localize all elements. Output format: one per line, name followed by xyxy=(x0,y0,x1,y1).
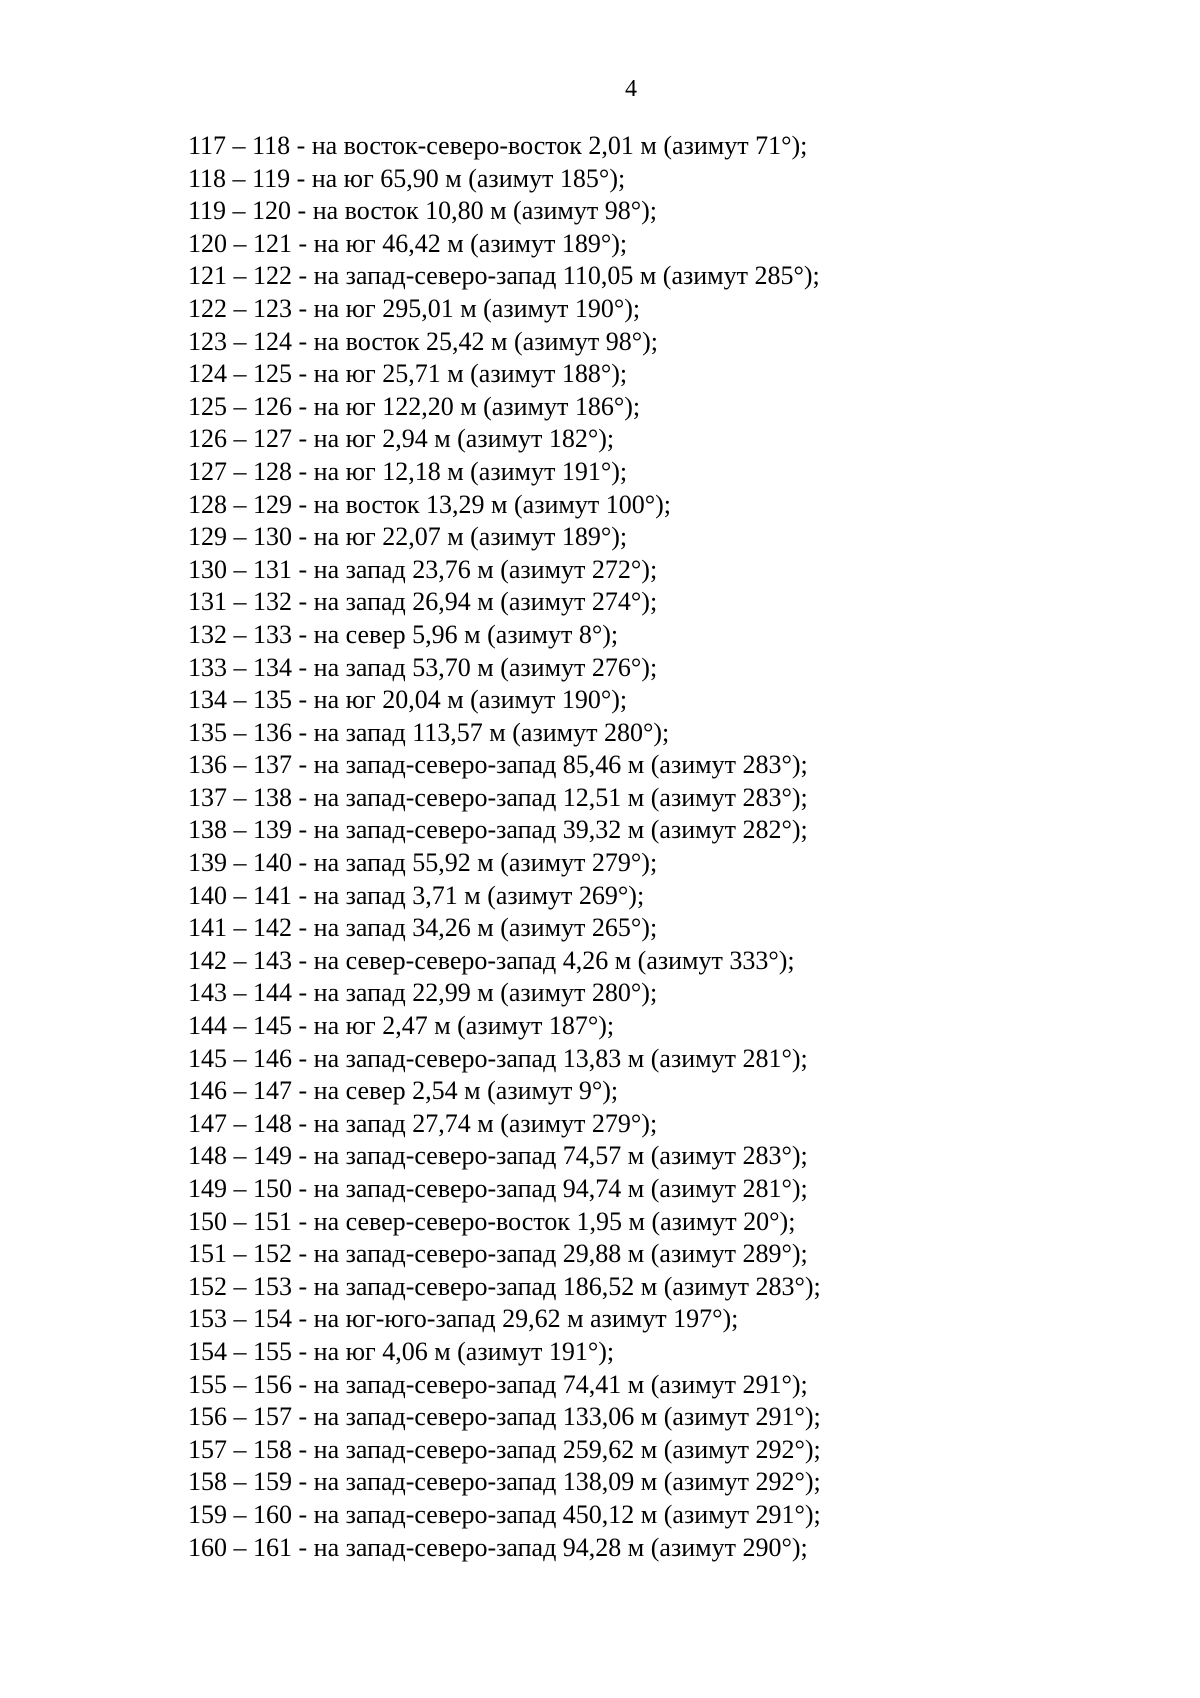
boundary-segment-line: 128 – 129 - на восток 13,29 м (азимут 100°); xyxy=(188,489,671,519)
boundary-segment-line: 139 – 140 - на запад 55,92 м (азимут 279°); xyxy=(188,848,658,878)
boundary-segment-line: 137 – 138 - на запад-северо-запад 12,51 м (азимут 283°); xyxy=(188,782,808,812)
boundary-segment-line: 135 – 136 - на запад 113,57 м (азимут 280°); xyxy=(188,717,670,747)
boundary-segment-line: 149 – 150 - на запад-северо-запад 94,74 м (азимут 281°); xyxy=(188,1174,808,1203)
boundary-segment-line: 158 – 159 - на запад-северо-запад 138,09 м (азимут 292°); xyxy=(188,1467,821,1497)
boundary-segment-line: 133 – 134 - на запад 53,70 м (азимут 276°); xyxy=(188,652,658,682)
boundary-segment-line: 132 – 133 - на север 5,96 м (азимут 8°); xyxy=(188,619,619,649)
boundary-segment-line: 136 – 137 - на запад-северо-запад 85,46 м (азимут 283°); xyxy=(188,750,808,780)
boundary-segment-line: 152 – 153 - на запад-северо-запад 186,52 м (азимут 283°); xyxy=(188,1271,821,1301)
boundary-segment-line: 142 – 143 - на север-северо-запад 4,26 м (азимут 333°); xyxy=(188,945,795,975)
boundary-segment-line: 125 – 126 - на юг 122,20 м (азимут 186°); xyxy=(188,391,641,421)
boundary-segment-line: 130 – 131 - на запад 23,76 м (азимут 272°); xyxy=(188,554,658,584)
boundary-segment-line: 126 – 127 - на юг 2,94 м (азимут 182°); xyxy=(188,424,615,454)
boundary-segment-line: 153 – 154 - на юг-юго-запад 29,62 м азимут 197°); xyxy=(188,1304,739,1334)
boundary-segment-line: 138 – 139 - на запад-северо-запад 39,32 м (азимут 282°); xyxy=(188,815,808,845)
boundary-segment-line: 121 – 122 - на запад-северо-запад 110,05 м (азимут 285°); xyxy=(188,261,820,291)
boundary-segment-line: 150 – 151 - на север-северо-восток 1,95 м (азимут 20°); xyxy=(188,1206,796,1236)
page-number: 4 xyxy=(625,76,637,102)
boundary-segment-line: 145 – 146 - на запад-северо-запад 13,83 м (азимут 281°); xyxy=(188,1043,808,1073)
boundary-segment-line: 148 – 149 - на запад-северо-запад 74,57 м (азимут 283°); xyxy=(188,1141,808,1171)
boundary-segment-line: 154 – 155 - на юг 4,06 м (азимут 191°); xyxy=(188,1336,615,1366)
boundary-segment-line: 119 – 120 - на восток 10,80 м (азимут 98°); xyxy=(188,196,658,226)
boundary-segment-line: 159 – 160 - на запад-северо-запад 450,12 м (азимут 291°); xyxy=(188,1499,821,1529)
boundary-segment-line: 147 – 148 - на запад 27,74 м (азимут 279°); xyxy=(188,1108,658,1138)
boundary-segment-line: 156 – 157 - на запад-северо-запад 133,06 м (азимут 291°); xyxy=(188,1402,821,1432)
boundary-segment-line: 120 – 121 - на юг 46,42 м (азимут 189°); xyxy=(188,228,628,258)
boundary-segment-line: 155 – 156 - на запад-северо-запад 74,41 м (азимут 291°); xyxy=(188,1369,808,1399)
boundary-segment-line: 144 – 145 - на юг 2,47 м (азимут 187°); xyxy=(188,1011,615,1041)
boundary-segment-line: 146 – 147 - на север 2,54 м (азимут 9°); xyxy=(188,1076,619,1106)
boundary-segment-line: 124 – 125 - на юг 25,71 м (азимут 188°); xyxy=(188,359,628,389)
boundary-segment-line: 122 – 123 - на юг 295,01 м (азимут 190°); xyxy=(188,293,641,323)
boundary-segment-line: 131 – 132 - на запад 26,94 м (азимут 274°); xyxy=(188,587,658,617)
boundary-segment-line: 140 – 141 - на запад 3,71 м (азимут 269°); xyxy=(188,880,645,910)
boundary-segment-line: 134 – 135 - на юг 20,04 м (азимут 190°); xyxy=(188,685,628,715)
boundary-segment-line: 151 – 152 - на запад-северо-запад 29,88 м (азимут 289°); xyxy=(188,1239,808,1269)
boundary-segment-line: 127 – 128 - на юг 12,18 м (азимут 191°); xyxy=(188,456,628,486)
boundary-segment-line: 129 – 130 - на юг 22,07 м (азимут 189°); xyxy=(188,522,628,552)
boundary-segment-line: 141 – 142 - на запад 34,26 м (азимут 265°); xyxy=(188,913,658,943)
boundary-segment-line: 123 – 124 - на восток 25,42 м (азимут 98°); xyxy=(188,326,658,356)
boundary-segment-line: 143 – 144 - на запад 22,99 м (азимут 280°); xyxy=(188,978,658,1008)
boundary-segment-line: 157 – 158 - на запад-северо-запад 259,62 м (азимут 292°); xyxy=(188,1434,821,1464)
boundary-segment-list xyxy=(188,130,821,1564)
boundary-segment-line: 160 – 161 - на запад-северо-запад 94,28 м (азимут 290°); xyxy=(188,1532,808,1562)
boundary-segment-line: 117 – 118 - на восток-северо-восток 2,01 м (азимут 71°); xyxy=(188,131,808,160)
boundary-segment-line: 118 – 119 - на юг 65,90 м (азимут 185°); xyxy=(188,163,626,193)
